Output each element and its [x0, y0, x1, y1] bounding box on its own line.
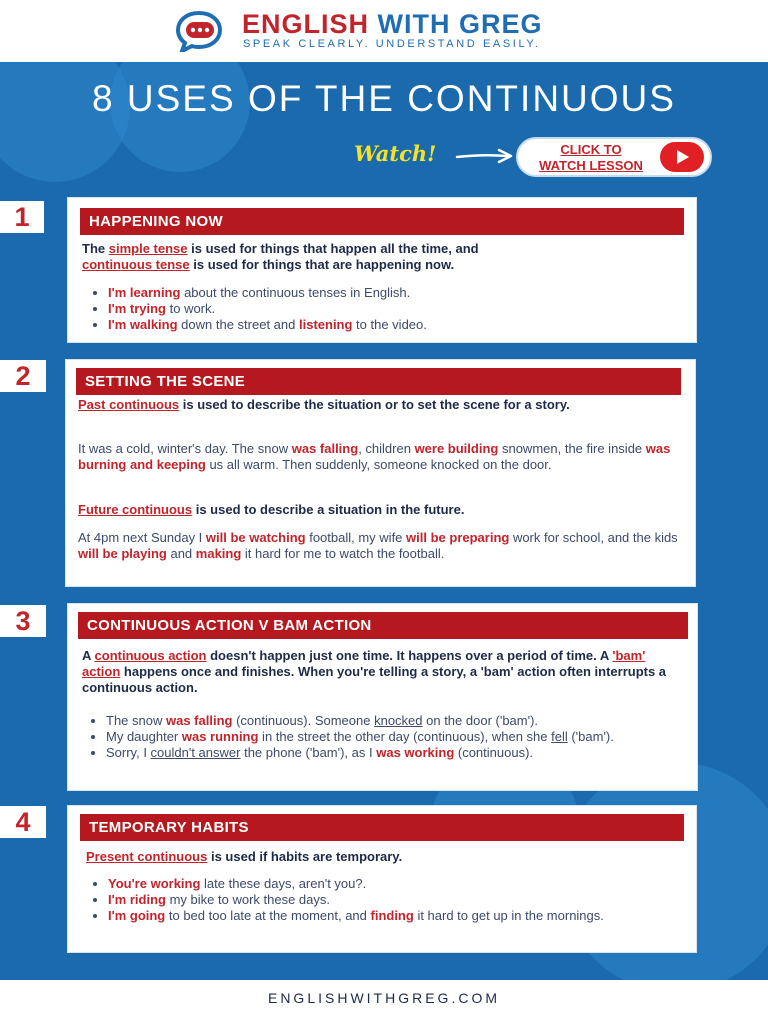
list-item: • You're working late these days, aren't you?.	[108, 876, 682, 892]
page-title: 8 USES OF THE CONTINUOUS	[92, 78, 676, 119]
section-4-card	[68, 806, 696, 952]
section-2-future-rule: Future continuous is used to describe a situation in the future.	[78, 502, 465, 517]
section-2-past-example: It was a cold, winter's day. The snow was falling, children were building snowmen, the fire inside was burning and keeping us all warm. Then suddenly, someone knocked on the door.	[78, 441, 671, 472]
chat-bubble-logo-icon	[174, 10, 224, 52]
section-4-number: 4	[0, 806, 46, 838]
list-item: • I'm trying to work.	[108, 301, 682, 317]
list-item: • The snow was falling (continuous). Someone knocked on the door ('bam').	[106, 713, 690, 729]
section-2-number: 2	[0, 360, 46, 392]
play-icon[interactable]	[660, 142, 704, 172]
brand-tagline: SPEAK CLEARLY. UNDERSTAND EASILY.	[243, 38, 541, 50]
section-1-heading: HAPPENING NOW	[80, 208, 684, 235]
footer-website-link[interactable]: ENGLISHWITHGREG.COM	[267, 990, 500, 1006]
brand-name	[242, 9, 543, 40]
section-4-heading: TEMPORARY HABITS	[80, 814, 684, 841]
section-1-card	[68, 198, 696, 342]
watch-lesson-button-label[interactable]: CLICK TO WATCH LESSON	[539, 142, 643, 173]
list-item: • I'm riding my bike to work these days.	[108, 892, 682, 908]
section-3-examples	[90, 713, 690, 761]
section-1-examples	[92, 285, 682, 333]
list-item: • My daughter was running in the street the other day (continuous), when she fell ('bam').	[106, 729, 690, 745]
section-3-heading: CONTINUOUS ACTION V BAM ACTION	[78, 612, 688, 639]
section-1-number: 1	[0, 201, 44, 233]
list-item: • I'm learning about the continuous tenses in English.	[108, 285, 682, 301]
header	[0, 0, 768, 62]
section-3-intro: A continuous action doesn't happen just one time. It happens over a period of time. A 'bam' action happens once and finishes. When you're telling a story, a 'bam' action often interrupts a continuous action.	[82, 648, 667, 695]
list-item: • Sorry, I couldn't answer the phone ('bam'), as I was working (continuous).	[106, 745, 690, 761]
section-4-intro: Present continuous is used if habits are temporary.	[86, 849, 403, 864]
list-item: • I'm walking down the street and listening to the video.	[108, 317, 682, 333]
section-2-past-rule: Past continuous is used to describe the situation or to set the scene for a story.	[78, 397, 570, 412]
section-3-card	[68, 604, 697, 790]
section-2-card	[66, 360, 695, 586]
watch-label: Watch!	[354, 141, 437, 166]
watch-lesson-button[interactable]	[516, 137, 712, 177]
brand-word-with-greg: WITH GREG	[377, 9, 543, 39]
footer	[0, 980, 768, 1024]
section-1-intro: The simple tense is used for things that happen all the time, and continuous tense is used for things that are happening now.	[82, 241, 479, 272]
section-2-heading: SETTING THE SCENE	[76, 368, 681, 395]
brand-word-english: ENGLISH	[242, 9, 370, 39]
section-3-number: 3	[0, 605, 46, 637]
arrow-right-icon	[455, 148, 515, 164]
list-item: • I'm going to bed too late at the moment, and finding it hard to get up in the mornings.	[108, 908, 682, 924]
section-2-future-example: At 4pm next Sunday I will be watching football, my wife will be preparing work for school, and the kids will be playing and making it hard for me to watch the football.	[78, 530, 678, 561]
section-4-examples	[92, 876, 682, 924]
